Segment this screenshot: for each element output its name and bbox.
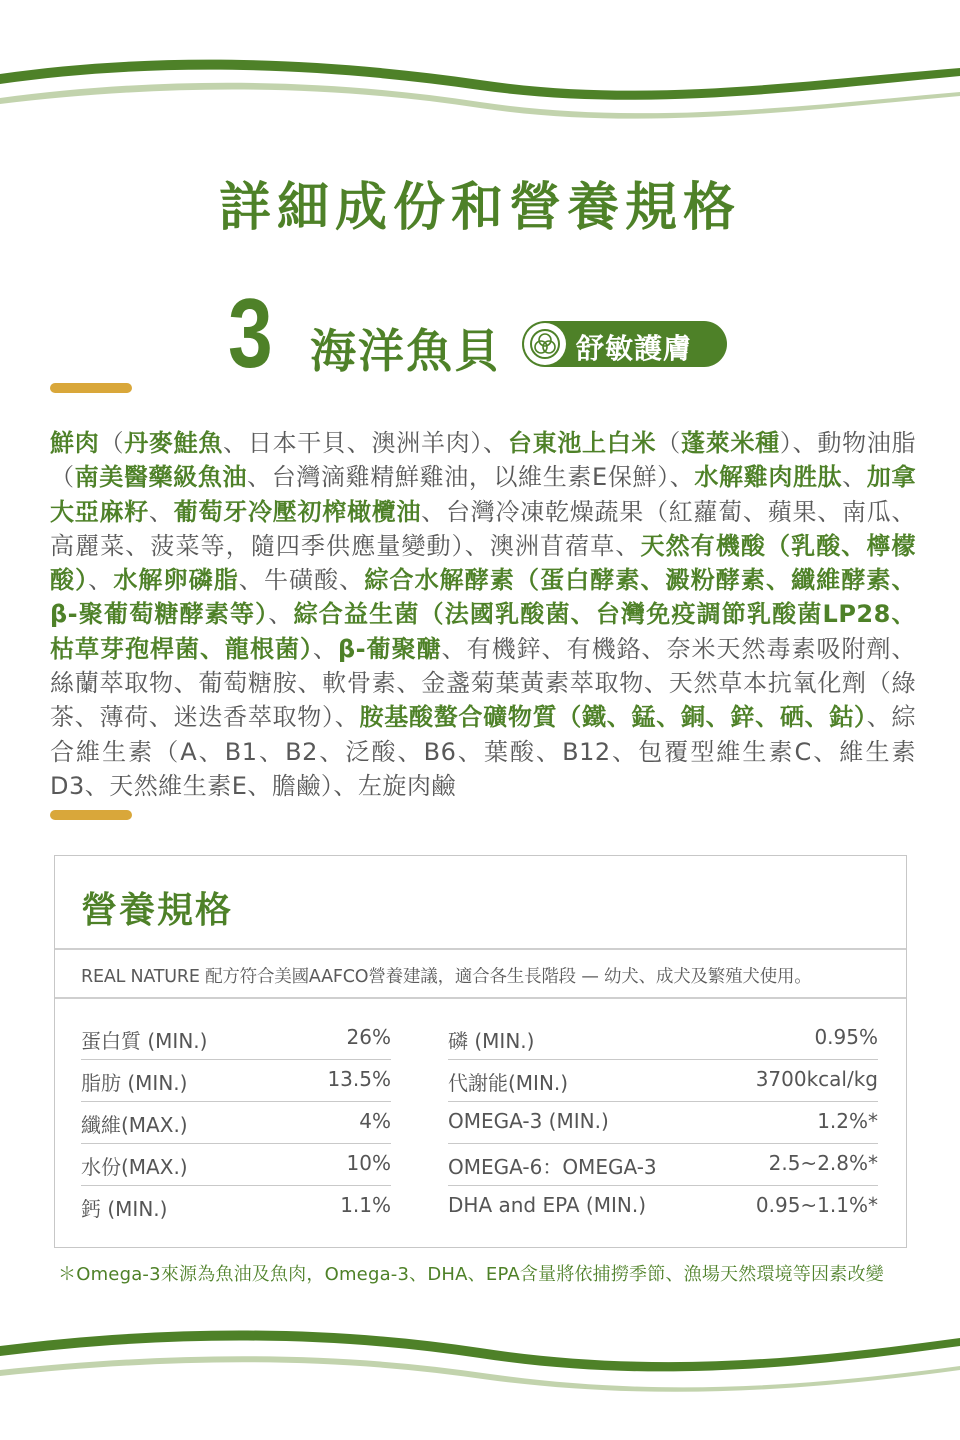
ingredient-highlight: 丹麥鮭魚 [124, 429, 224, 457]
ingredient-text: 、 [149, 497, 174, 526]
product-number: 3 [228, 278, 273, 388]
ingredient-text: 、 [312, 634, 338, 663]
ingredient-highlight: β-葡聚醣 [337, 634, 442, 663]
spec-value: 1.2%* [817, 1109, 878, 1133]
ingredient-highlight: 蓬萊米種 [680, 429, 780, 457]
ingredient-text: 、台灣冷凍乾燥蔬果（紅蘿蔔、蘋果、南瓜、高麗菜、菠菜等，隨四季供應量變動）、澳洲苜蓿草、 [50, 497, 916, 560]
nutrition-spec-box [54, 855, 907, 1248]
spec-row [81, 1102, 391, 1144]
ingredient-highlight: 鮮肉 [50, 429, 100, 457]
spec-value: 2.5~2.8%* [768, 1151, 878, 1175]
product-header [0, 278, 960, 388]
spec-row [81, 1018, 391, 1060]
spec-value: 13.5% [327, 1067, 391, 1091]
badge-label: 舒敏護膚 [576, 332, 693, 365]
ingredient-text: （ [656, 429, 681, 457]
page-title: 詳細成份和營養規格 [218, 178, 741, 238]
ingredient-text: 、台灣滴雞精鮮雞油，以維生素E保鮮）、 [247, 463, 695, 492]
ingredient-highlight: 水解雞肉胜肽 [694, 463, 843, 492]
accent-bar-top [50, 383, 132, 393]
spec-label: 纖維(MAX.) [81, 1113, 188, 1137]
spec-label: OMEGA-3 (MIN.) [448, 1109, 609, 1133]
spec-row [448, 1018, 878, 1060]
ingredient-highlight: 綜合水解酵素（蛋白酵素、澱粉酵素、纖維酵素、β-聚葡萄糖酵素等） [50, 566, 917, 629]
ingredient-highlight: 水解卵磷脂 [113, 566, 239, 595]
spec-row [81, 1144, 391, 1186]
ingredient-highlight: 台東池上白米 [507, 429, 657, 457]
spec-table-right [448, 1018, 878, 1228]
leaf-circle-icon [524, 323, 566, 365]
spec-label: 水份(MAX.) [81, 1155, 188, 1179]
accent-bar-bottom [50, 810, 132, 820]
spec-value: 0.95~1.1%* [755, 1193, 878, 1217]
footnote: ＊Omega-3來源為魚油及魚肉，Omega-3、DHA、EPA含量將依捕撈季節、漁場天然環境等因素改變 [58, 1264, 884, 1285]
spec-row [448, 1060, 878, 1102]
ingredients-text [50, 426, 916, 803]
spec-label: 代謝能(MIN.) [448, 1071, 569, 1095]
spec-label: 蛋白質 (MIN.) [81, 1029, 208, 1053]
spec-label: DHA and EPA (MIN.) [448, 1193, 646, 1217]
spec-row [448, 1144, 878, 1186]
spec-divider-top [55, 948, 906, 950]
product-name: 海洋魚貝 [310, 324, 502, 378]
ingredient-text: （ [99, 429, 125, 457]
ingredient-highlight: 綜合益生菌（法國乳酸菌、台灣免疫調節乳酸菌LP28、枯草芽孢桿菌、龍根菌） [50, 600, 917, 663]
spec-row [448, 1102, 878, 1144]
spec-label: 磷 (MIN.) [448, 1029, 535, 1053]
spec-value: 26% [346, 1025, 391, 1049]
ingredient-highlight: 葡萄牙冷壓初榨橄欖油 [173, 497, 422, 526]
ingredient-text: 、 [88, 566, 114, 595]
spec-label: 鈣 (MIN.) [81, 1197, 168, 1221]
bottom-wave-decoration [0, 1300, 960, 1400]
spec-divider-bottom [55, 997, 906, 999]
ingredient-text: 、 [842, 463, 867, 492]
spec-value: 1.1% [340, 1193, 391, 1217]
spec-title: 營養規格 [81, 890, 234, 931]
spec-row [448, 1186, 878, 1228]
spec-label: OMEGA-6：OMEGA-3 [448, 1155, 657, 1179]
ingredient-text: 、牛磺酸、 [238, 566, 365, 595]
ingredient-text: 、有機鋅、有機鉻、奈米天然毒素吸附劑、絲蘭萃取物、葡萄糖胺、軟骨素、金盞菊葉黃素萃取物、天然草本抗氧化劑（綠茶、薄荷、迷迭香萃取物）、 [50, 634, 917, 732]
spec-table-left [81, 1018, 391, 1228]
spec-label: 脂肪 (MIN.) [81, 1071, 188, 1095]
product-badge [522, 321, 727, 367]
top-wave-decoration [0, 40, 960, 130]
spec-row [81, 1060, 391, 1102]
ingredient-highlight: 天然有機酸（乳酸、檸檬酸） [50, 531, 916, 595]
spec-value: 3700kcal/kg [755, 1067, 878, 1091]
ingredient-highlight: 南美醫藥級魚油 [74, 463, 248, 492]
ingredient-text: 、日本干貝、澳洲羊肉）、 [223, 429, 508, 457]
spec-row [81, 1186, 391, 1228]
ingredient-text: 、綜合維生素（A、B1、B2、泛酸、B6、葉酸、B12、包覆型維生素C、維生素D3、天然維生素E、膽鹼）、左旋肉鹼 [50, 703, 917, 800]
ingredient-text: ）、動物油脂（ [50, 429, 917, 492]
spec-value: 4% [359, 1109, 391, 1133]
spec-note: REAL NATURE 配方符合美國AAFCO營養建議，適合各生長階段 — 幼犬、成犬及繁殖犬使用。 [81, 967, 812, 987]
ingredient-highlight: 加拿大亞麻籽 [50, 463, 917, 526]
ingredient-text: 、 [268, 600, 294, 629]
spec-value: 10% [346, 1151, 391, 1175]
spec-value: 0.95% [814, 1025, 878, 1049]
ingredient-highlight: 胺基酸螯合礦物質（鐵、錳、銅、鋅、硒、鈷） [359, 703, 867, 732]
